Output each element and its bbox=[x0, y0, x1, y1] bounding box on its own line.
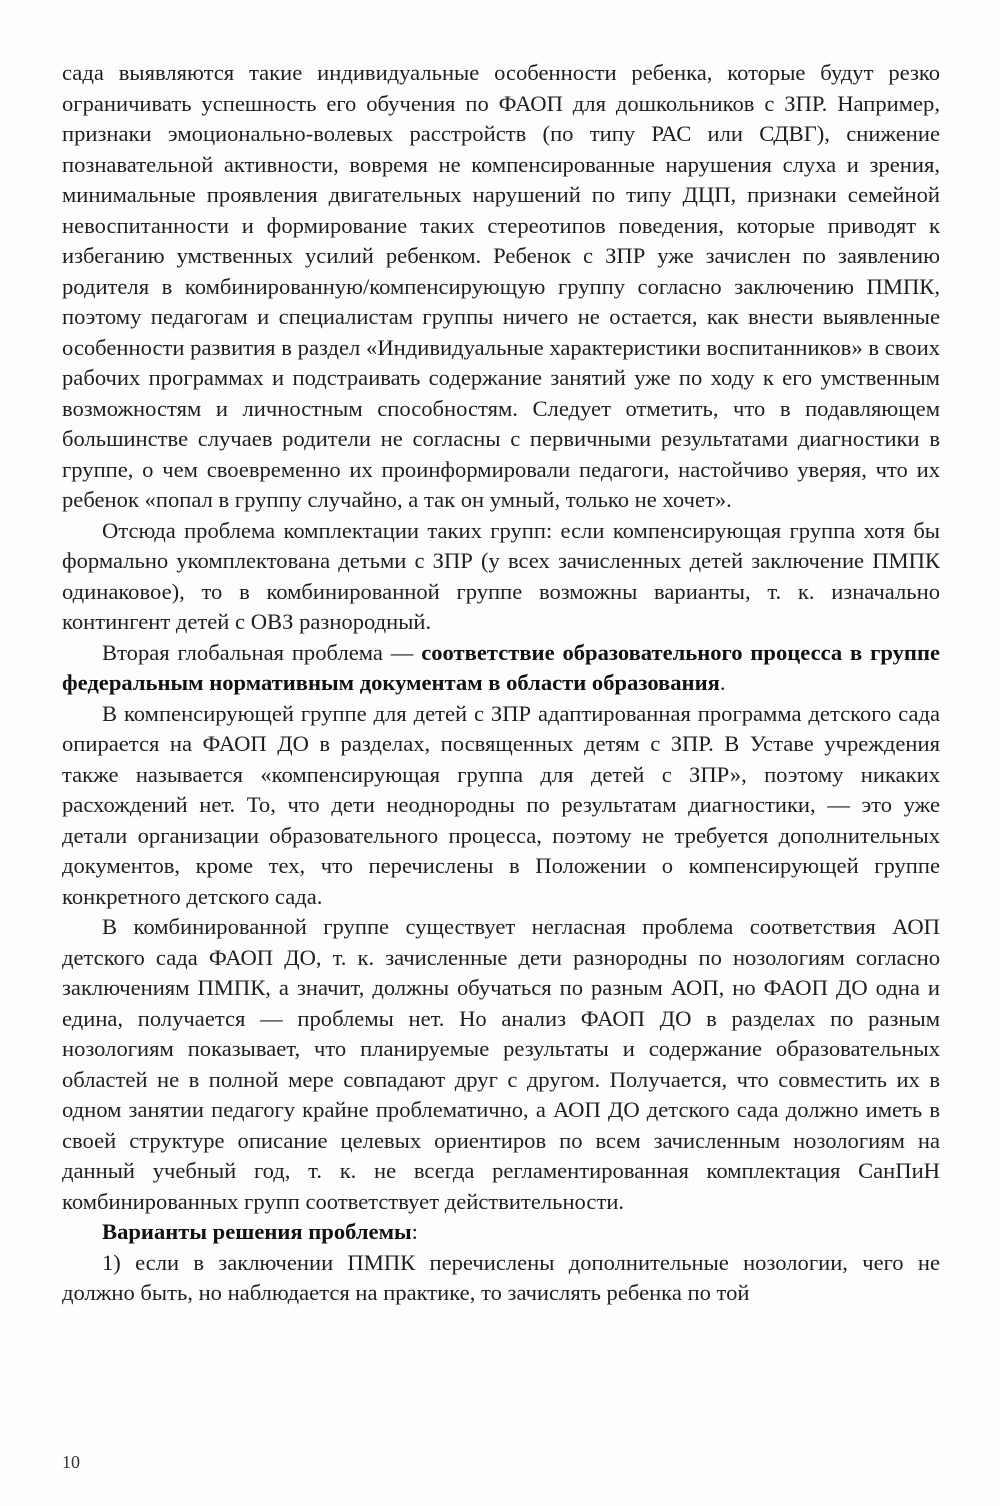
page-number: 10 bbox=[62, 1452, 80, 1472]
section-heading bbox=[62, 1217, 940, 1248]
heading-colon: : bbox=[411, 1219, 418, 1244]
paragraph-5: В комбинированной группе существует негласная проблема соответствия АОП детского сада ФАОП ДО, т. к. зачисленные дети разнородны по нозологиям согласно заключениям ПМПК, а значит, должны обучаться по разным АОП, но ФАОП ДО одна и едина, получается — проблемы нет. Но анализ ФАОП ДО в разделах по разным нозологиям показывает, что планируемые результаты и содержание образовательных областей не в полной мере совпадают друг с другом. Получается, что совместить их в одном занятии педагогу крайне проблематично, а АОП ДО детского сада должно иметь в своей структуре описание целевых ориентиров по всем зачисленным нозологиям на данный учебный год, т. к. не всегда регламентированная комплектация СанПиН комбинированных групп соответствует действительности. bbox=[62, 914, 940, 1214]
body-text bbox=[62, 58, 940, 1309]
paragraph-3-start: Вторая глобальная проблема — bbox=[102, 639, 422, 665]
paragraph-2: Отсюда проблема комплектации таких групп: если компенсирующая группа хотя бы формально укомплектована детьми с ЗПР (у всех зачисленных детей заключение ПМПК одинаковое), то в комбинированной группе возможны варианты, т. к. изначально контингент детей с ОВЗ разнородный. bbox=[62, 517, 940, 634]
paragraph-3-emphasis: соответствие образовательного процесса в группе федеральным нормативным документам в области образования bbox=[62, 639, 940, 695]
heading-text: Варианты решения проблемы bbox=[102, 1219, 412, 1244]
paragraph-3 bbox=[62, 638, 940, 699]
paragraph-4: В компенсирующей группе для детей с ЗПР адаптированная программа детского сада опирается на ФАОП ДО в разделах, посвященных детям с ЗПР. В Уставе учреждения также называется «компенсирующая группа для детей с ЗПР», поэтому никаких расхождений нет. То, что дети неоднородны по результатам диагностики, — это уже детали организации образовательного процесса, поэтому не требуется дополнительных документов, кроме тех, что перечислены в Положении о компенсирующей группе конкретного детского сада. bbox=[62, 700, 940, 909]
paragraph-1: сада выявляются такие индивидуальные особенности ребенка, которые будут резко ограничивать успешность его обучения по ФАОП для дошкольников с ЗПР. Например, признаки эмоционально-волевых расстройств (по типу РАС или СДВГ), снижение познавательной активности, вовремя не компенсированные нарушения слуха и зрения, минимальные проявления двигательных нарушений по типу ДЦП, признаки семейной невоспитанности и формирование таких стереотипов поведения, которые приводят к избеганию умственных усилий ребенком. Ребенок с ЗПР уже зачислен по заявлению родителя в комбинированную/компенсирующую группу согласно заключению ПМПК, поэтому педагогам и специалистам группы ничего не остается, как внести выявленные особенности развития в раздел «Индивидуальные характеристики воспитанников» в своих рабочих программах и подстраивать содержание занятий уже по ходу к его умственным возможностям и личностным способностям. Следует отметить, что в подавляющем большинстве случаев родители не согласны с первичными результатами диагностики в группе, о чем своевременно их проинформировали педагоги, настойчиво уверяя, что их ребенок «попал в группу случайно, а так он умный, только не хочет». bbox=[62, 60, 940, 512]
paragraph-6: 1) если в заключении ПМПК перечислены дополнительные нозологии, чего не должно быть, но наблюдается на практике, то зачислять ребенка по той bbox=[62, 1249, 940, 1305]
paragraph-3-end: . bbox=[719, 670, 726, 695]
